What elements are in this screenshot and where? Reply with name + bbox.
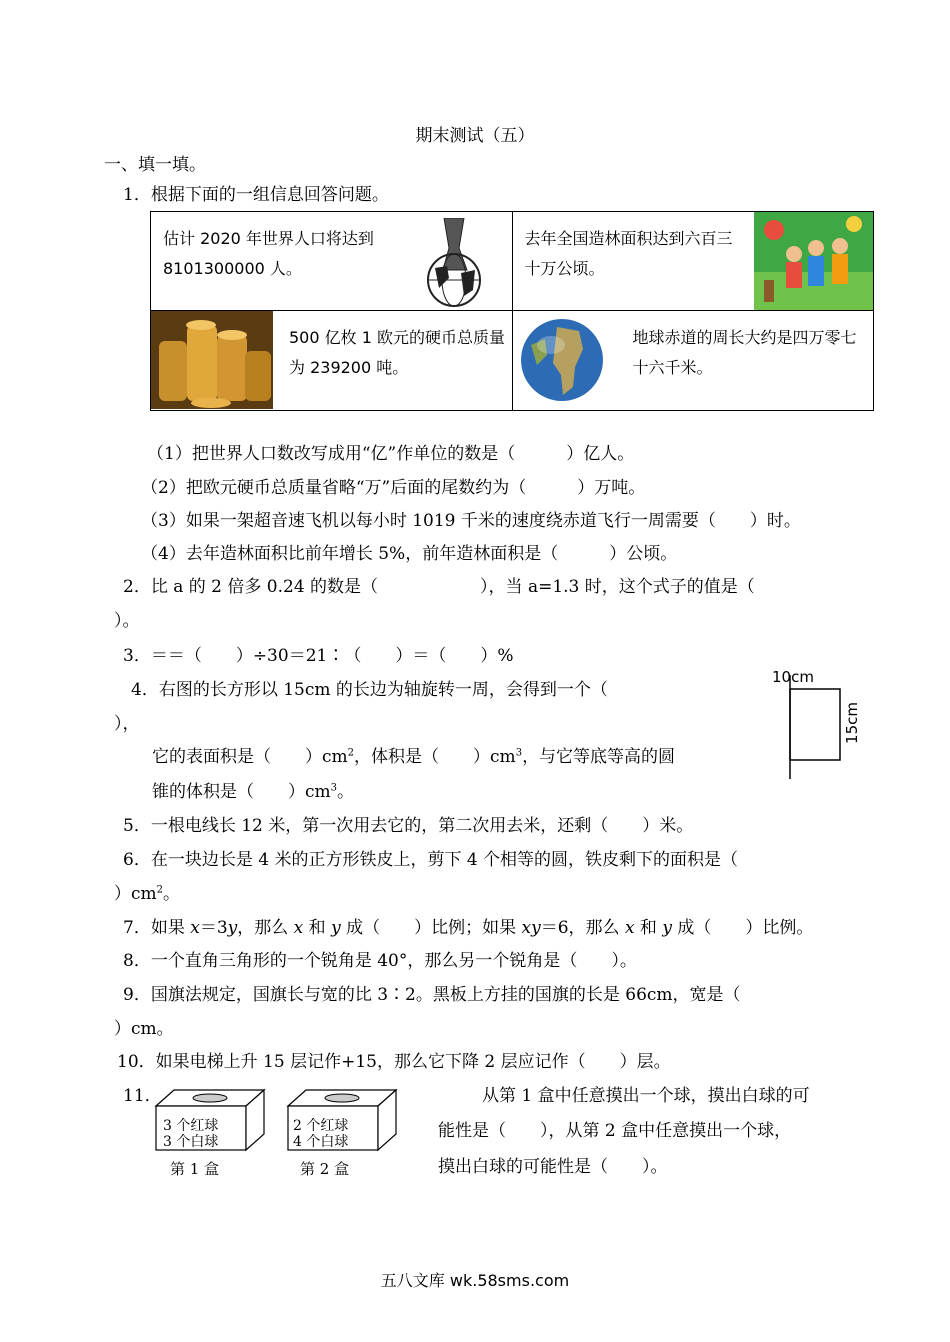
question-7: 7．如果 x＝3y，那么 x 和 y 成（ ）比例；如果 xy＝6，那么 x 和 y 成（ ）比例。 (123, 918, 814, 938)
box-1-red: 3 个红球 (163, 1118, 219, 1134)
info-text: 估计 2020 年世界人口将达到 8101300000 人。 (163, 229, 374, 278)
footer-watermark: 五八文库 wk.58sms.com (380, 1271, 570, 1290)
question-11-line-3: 摸出白球的可能性是（ ）。 (438, 1157, 668, 1177)
question-10: 10．如果电梯上升 15 层记作+15，那么它下降 2 层应记作（ ）层。 (117, 1052, 671, 1072)
box-1-white: 3 个白球 (163, 1134, 219, 1150)
section-heading: 一、填一填。 (104, 155, 206, 175)
question-11-number: 11． (123, 1086, 162, 1106)
question-9-line-1: 9．国旗法规定，国旗长与宽的比 3∶2。黑板上方挂的国旗的长是 66cm，宽是（ (123, 985, 741, 1005)
question-2-line-1: 2．比 a 的 2 倍多 0.24 的数是（ ），当 a=1.3 时，这个式子的值是（ (123, 577, 755, 597)
question-8: 8．一个直角三角形的一个锐角是 40°，那么另一个锐角是（ ）。 (123, 951, 637, 971)
question-6-line-1: 6．在一块边长是 4 米的正方形铁皮上，剪下 4 个相等的圆，铁皮剩下的面积是（ (123, 850, 739, 870)
info-cell-equator (512, 311, 874, 411)
earth-globe-icon (517, 315, 607, 405)
question-4-line-4: 锥的体积是（ ）$cm^3$。 (152, 782, 355, 802)
question-1-sub-2: （2）把欧元硬币总质量省略“万”后面的尾数约为（ ）万吨。 (141, 478, 646, 498)
question-1-sub-4: （4）去年造林面积比前年增长 5%，前年造林面积是（ ）公顷。 (141, 544, 678, 564)
question-9-line-2: ）cm。 (114, 1019, 174, 1039)
info-text: 地球赤道的周长大约是四万零七十六千米。 (632, 328, 857, 377)
info-cell-coins (151, 311, 513, 411)
info-text: 500 亿枚 1 欧元的硬币总质量为 239200 吨。 (289, 328, 505, 377)
info-cell-population (151, 212, 513, 311)
question-11-line-2: 能性是（ ），从第 2 盒中任意摸出一个球， (438, 1121, 792, 1141)
question-1-sub-1: （1）把世界人口数改写成用“亿”作单位的数是（ ）亿人。 (147, 444, 635, 464)
question-4-line-3: 它的表面积是（ ）$cm^2$，体积是（ ）$cm^3$，与它等底等高的圆 (152, 747, 676, 767)
box-1-caption: 第 1 盒 (170, 1160, 220, 1178)
children-planting-icon (754, 212, 873, 310)
question-1-stem: 1．根据下面的一组信息回答问题。 (123, 185, 389, 205)
height-label: 15cm (843, 702, 861, 744)
question-2-line-2: ）。 (114, 611, 140, 631)
question-1-sub-3: （3）如果一架超音速飞机以每小时 1019 千米的速度绕赤道飞行一周需要（ ）时。 (141, 511, 801, 531)
coin-stacks-icon (151, 311, 273, 409)
question-5: 5．一根电线长 12 米，第一次用去它的，第二次用去米，还剩（ ）米。 (123, 816, 694, 836)
box-2-red: 2 个红球 (293, 1118, 349, 1134)
info-table (150, 211, 874, 411)
rectangle-figure (768, 665, 868, 785)
page-title: 期末测试（五） (415, 126, 535, 146)
globe-hand-icon (409, 218, 499, 308)
width-label: 10cm (772, 668, 814, 686)
info-text: 去年全国造林面积达到六百三十万公顷。 (524, 229, 733, 278)
box-2-white: 4 个白球 (293, 1134, 349, 1150)
question-4-line-1: 4．右图的长方形以 15cm 的长边为轴旋转一周，会得到一个（ (131, 680, 608, 700)
info-cell-forest (512, 212, 874, 311)
question-6-line-2: ）$cm^2$。 (114, 884, 181, 904)
question-11-line-1: 从第 1 盒中任意摸出一个球，摸出白球的可 (482, 1086, 810, 1106)
box-2-caption: 第 2 盒 (300, 1160, 350, 1178)
question-3: 3．＝＝（ ）÷30＝21∶（ ）＝（ ）% (123, 646, 514, 666)
question-4-line-2: ）， (114, 714, 140, 734)
